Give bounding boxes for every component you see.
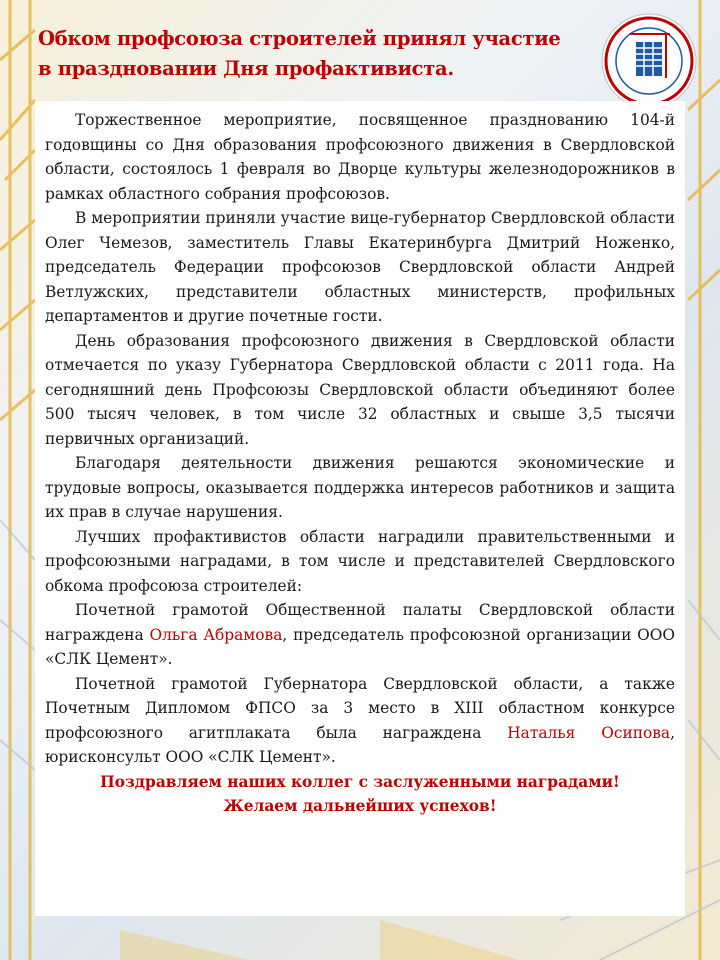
paragraph-6-text-a: Почетной грамотой Общественной палаты Свердловской области награждена bbox=[45, 601, 675, 644]
paragraph-7-text-b: , юрисконсульт ООО «СЛК Цемент». bbox=[45, 723, 676, 766]
paragraph-3: День образования профсоюзного движения в Свердловской области отмечается по указу Губернатора Свердловской области с 2011 года. На сегодняшний день Профсоюзы Свердловской области объединяют более 500 тысяч человек, в том числе 32 областных и свыше 3,5 тысячи первичных организаций. bbox=[45, 331, 675, 448]
paragraph-6 bbox=[45, 598, 675, 672]
paragraph-7 bbox=[45, 672, 675, 770]
paragraph-2: В мероприятии приняли участие вице-губернатор Свердловской области Олег Чемезов, заместитель Главы Екатеринбурга Дмитрий Ноженко, председатель Федерации профсоюзов Свердловской области Андрей Ветлужских, представители областных министерств, профильных департаментов и другие почетные гости. bbox=[45, 209, 676, 325]
headline bbox=[38, 24, 598, 84]
awardee-name-abramova: Ольга Абрамова bbox=[149, 625, 283, 644]
closing-wishes: Желаем дальнейших успехов! bbox=[223, 797, 497, 815]
headline-line-1: Обком профсоюза строителей принял участие bbox=[38, 27, 561, 50]
headline-line-2: в праздновании Дня профактивиста. bbox=[38, 57, 454, 80]
paragraph-7-text-a: Почетной грамотой Губернатора Свердловской области, а также Почетным Дипломом ФПСО за 3 место в XIII областном конкурсе профсоюзного агитплаката была награждена bbox=[45, 674, 675, 742]
union-emblem-icon bbox=[600, 12, 698, 110]
closing-congratulation: Поздравляем наших коллег с заслуженными наградами! bbox=[100, 772, 620, 791]
paragraph-5: Лучших профактивистов области наградили правительственными и профсоюзными наградами, в том числе и представителей Свердловского обкома профсоюза строителей: bbox=[45, 527, 675, 595]
awardee-name-osipova: Наталья Осипова bbox=[507, 723, 671, 742]
paragraph-6-text-b: , председатель профсоюзной организации ООО «СЛК Цемент». bbox=[45, 625, 675, 668]
article-body bbox=[45, 108, 675, 819]
paragraph-1: Торжественное мероприятие, посвященное празднованию 104-й годовщины со Дня образования профсоюзного движения в Свердловской области, состоялось 1 февраля во Дворце культуры железнодорожников в рамках областного собрания профсоюзов. bbox=[45, 111, 675, 203]
paragraph-4: Благодаря деятельности движения решаются экономические и трудовые вопросы, оказывается поддержка интересов работников и защита их прав в случае нарушения. bbox=[45, 454, 675, 521]
